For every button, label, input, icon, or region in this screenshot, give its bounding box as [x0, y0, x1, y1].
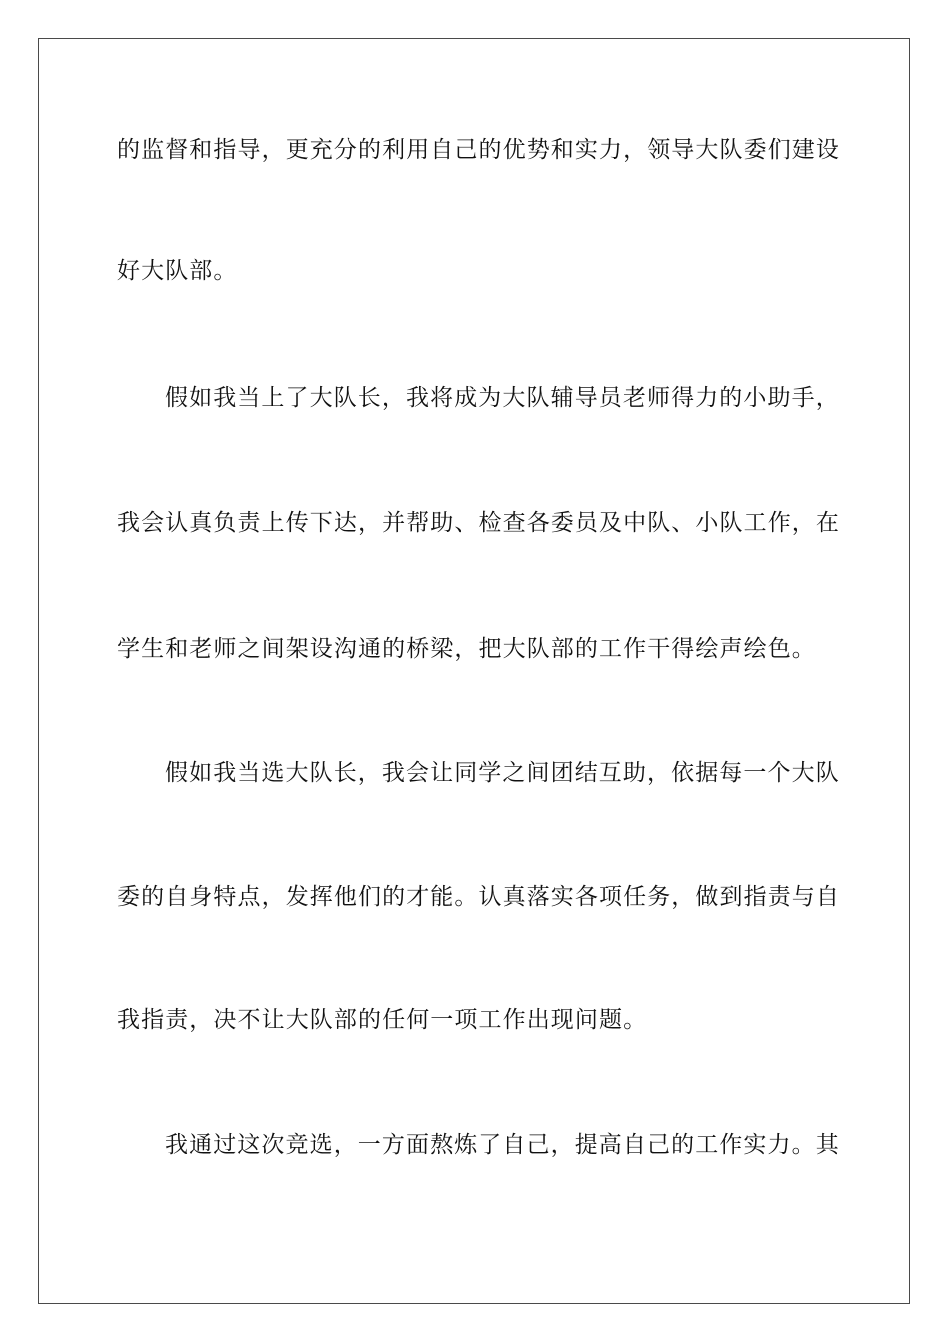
paragraph-start-line: 假如我当上了大队长，我将成为大队辅导员老师得力的小助手，	[165, 385, 840, 411]
text-line: 我指责，决不让大队部的任何一项工作出现问题。	[117, 1007, 648, 1033]
text-line: 的监督和指导，更充分的利用自己的优势和实力，领导大队委们建设	[117, 137, 840, 163]
text-line: 学生和老师之间架设沟通的桥梁，把大队部的工作干得绘声绘色。	[117, 636, 816, 662]
paragraph-start-line: 我通过这次竞选，一方面熬炼了自己，提高自己的工作实力。其	[165, 1132, 840, 1158]
text-line: 我会认真负责上传下达，并帮助、检查各委员及中队、小队工作，在	[117, 510, 840, 536]
text-line: 好大队部。	[117, 258, 238, 284]
paragraph-start-line: 假如我当选大队长，我会让同学之间团结互助，依据每一个大队	[165, 760, 840, 786]
text-line: 委的自身特点，发挥他们的才能。认真落实各项任务，做到指责与自	[117, 884, 840, 910]
page-border	[38, 38, 910, 1304]
